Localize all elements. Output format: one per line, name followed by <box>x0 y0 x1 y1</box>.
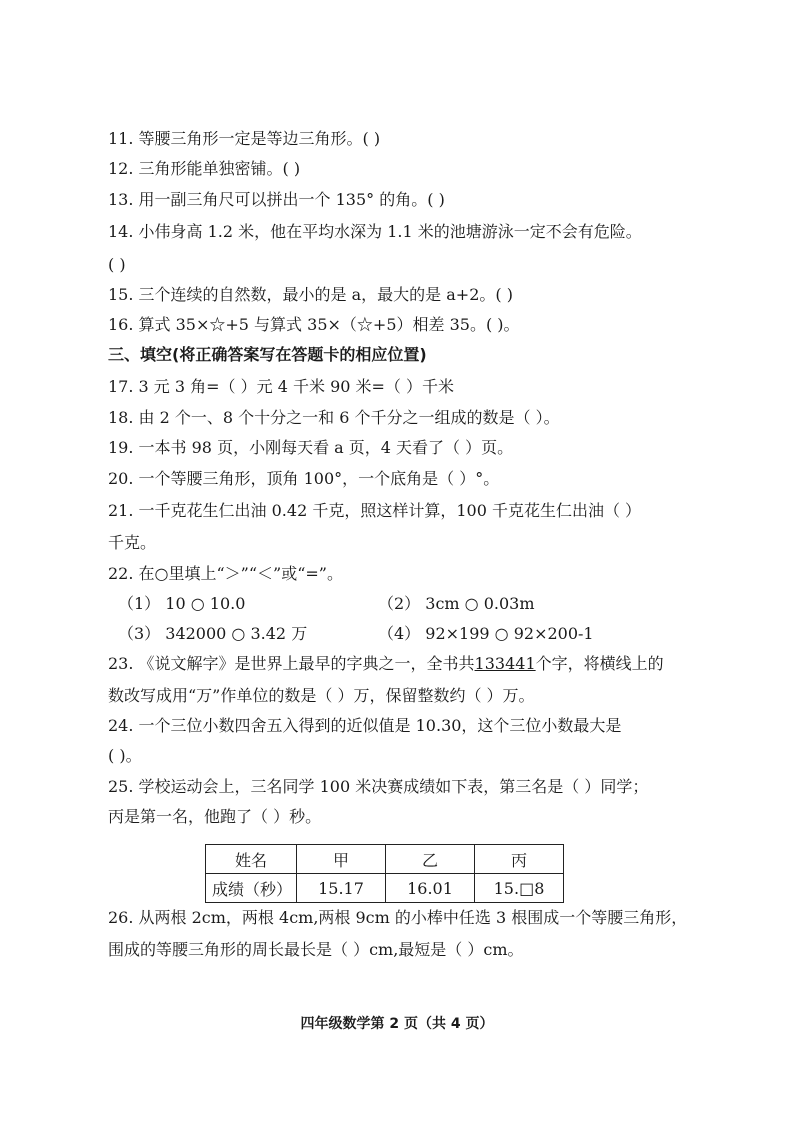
question-26: 26. 从两根 2cm，两根 4cm,两根 9cm 的小棒中任选 3 根围成一个等腰三角形， <box>108 908 688 927</box>
table-cell: 成绩（秒） <box>206 874 297 903</box>
question-22-part-4: （4） 92×199 ○ 92×200-1 <box>378 624 594 643</box>
question-17: 17. 3 元 3 角=（ ）元 4 千米 90 米=（ ）千米 <box>108 377 455 396</box>
table-cell: 15.17 <box>297 874 386 903</box>
question-21-cont: 千克。 <box>108 533 157 552</box>
question-18: 18. 由 2 个一、8 个十分之一和 6 个千分之一组成的数是（ ）。 <box>108 408 560 427</box>
race-results-table <box>205 844 564 903</box>
page-footer: 四年级数学第 2 页（共 4 页） <box>300 1016 494 1032</box>
question-24-cont: ( )。 <box>108 746 142 765</box>
question-25: 25. 学校运动会上，三名同学 100 米决赛成绩如下表，第三名是（ ）同学； <box>108 777 649 796</box>
question-24: 24. 一个三位小数四舍五入得到的近似值是 10.30，这个三位小数最大是 <box>108 716 622 735</box>
table-header-cell: 乙 <box>386 845 475 874</box>
table-header-cell: 甲 <box>297 845 386 874</box>
question-23-cont: 数改写成用“万”作单位的数是（ ）万，保留整数约（ ）万。 <box>108 686 535 705</box>
table-header-row <box>206 845 564 874</box>
question-15: 15. 三个连续的自然数，最小的是 a，最大的是 a+2。( ) <box>108 285 513 304</box>
question-22-part-3: （3） 342000 ○ 3.42 万 <box>118 624 308 643</box>
question-16: 16. 算式 35×☆+5 与算式 35×（☆+5）相差 35。( )。 <box>108 315 520 334</box>
table-cell: 16.01 <box>386 874 475 903</box>
question-21: 21. 一千克花生仁出油 0.42 千克，照这样计算，100 千克花生仁出油（ ） <box>108 501 642 520</box>
table-header-cell: 姓名 <box>206 845 297 874</box>
question-23 <box>108 653 694 675</box>
question-23-suffix: 个字，将横线上的 <box>535 654 664 673</box>
question-25-cont: 丙是第一名，他跑了（ ）秒。 <box>108 807 322 826</box>
table-cell: 15.□8 <box>475 874 564 903</box>
table-row <box>206 874 564 903</box>
question-22-part-1: （1） 10 ○ 10.0 <box>118 594 246 613</box>
question-11: 11. 等腰三角形一定是等边三角形。( ) <box>108 129 381 148</box>
question-22-part-2: （2） 3cm ○ 0.03m <box>378 594 535 613</box>
question-14-answer: ( ) <box>108 255 126 274</box>
table-header-cell: 丙 <box>475 845 564 874</box>
question-19: 19. 一本书 98 页，小刚每天看 a 页，4 天看了（ ）页。 <box>108 438 514 457</box>
section-3-heading: 三、填空(将正确答案写在答题卡的相应位置) <box>108 345 427 364</box>
question-14: 14. 小伟身高 1.2 米，他在平均水深为 1.1 米的池塘游泳一定不会有危险。 <box>108 222 642 241</box>
question-26-cont: 围成的等腰三角形的周长最长是（ ）cm,最短是（ ）cm。 <box>108 940 524 959</box>
question-12: 12. 三角形能单独密铺。( ) <box>108 159 301 178</box>
underlined-number: 133441 <box>474 654 536 673</box>
question-23-prefix: 23. 《说文解字》是世界上最早的字典之一，全书共 <box>108 654 475 673</box>
question-13: 13. 用一副三角尺可以拼出一个 135° 的角。( ) <box>108 190 445 209</box>
question-20: 20. 一个等腰三角形，顶角 100°，一个底角是（ ）°。 <box>108 469 500 488</box>
question-22: 22. 在○里填上“＞”“＜”或“=”。 <box>108 564 343 583</box>
